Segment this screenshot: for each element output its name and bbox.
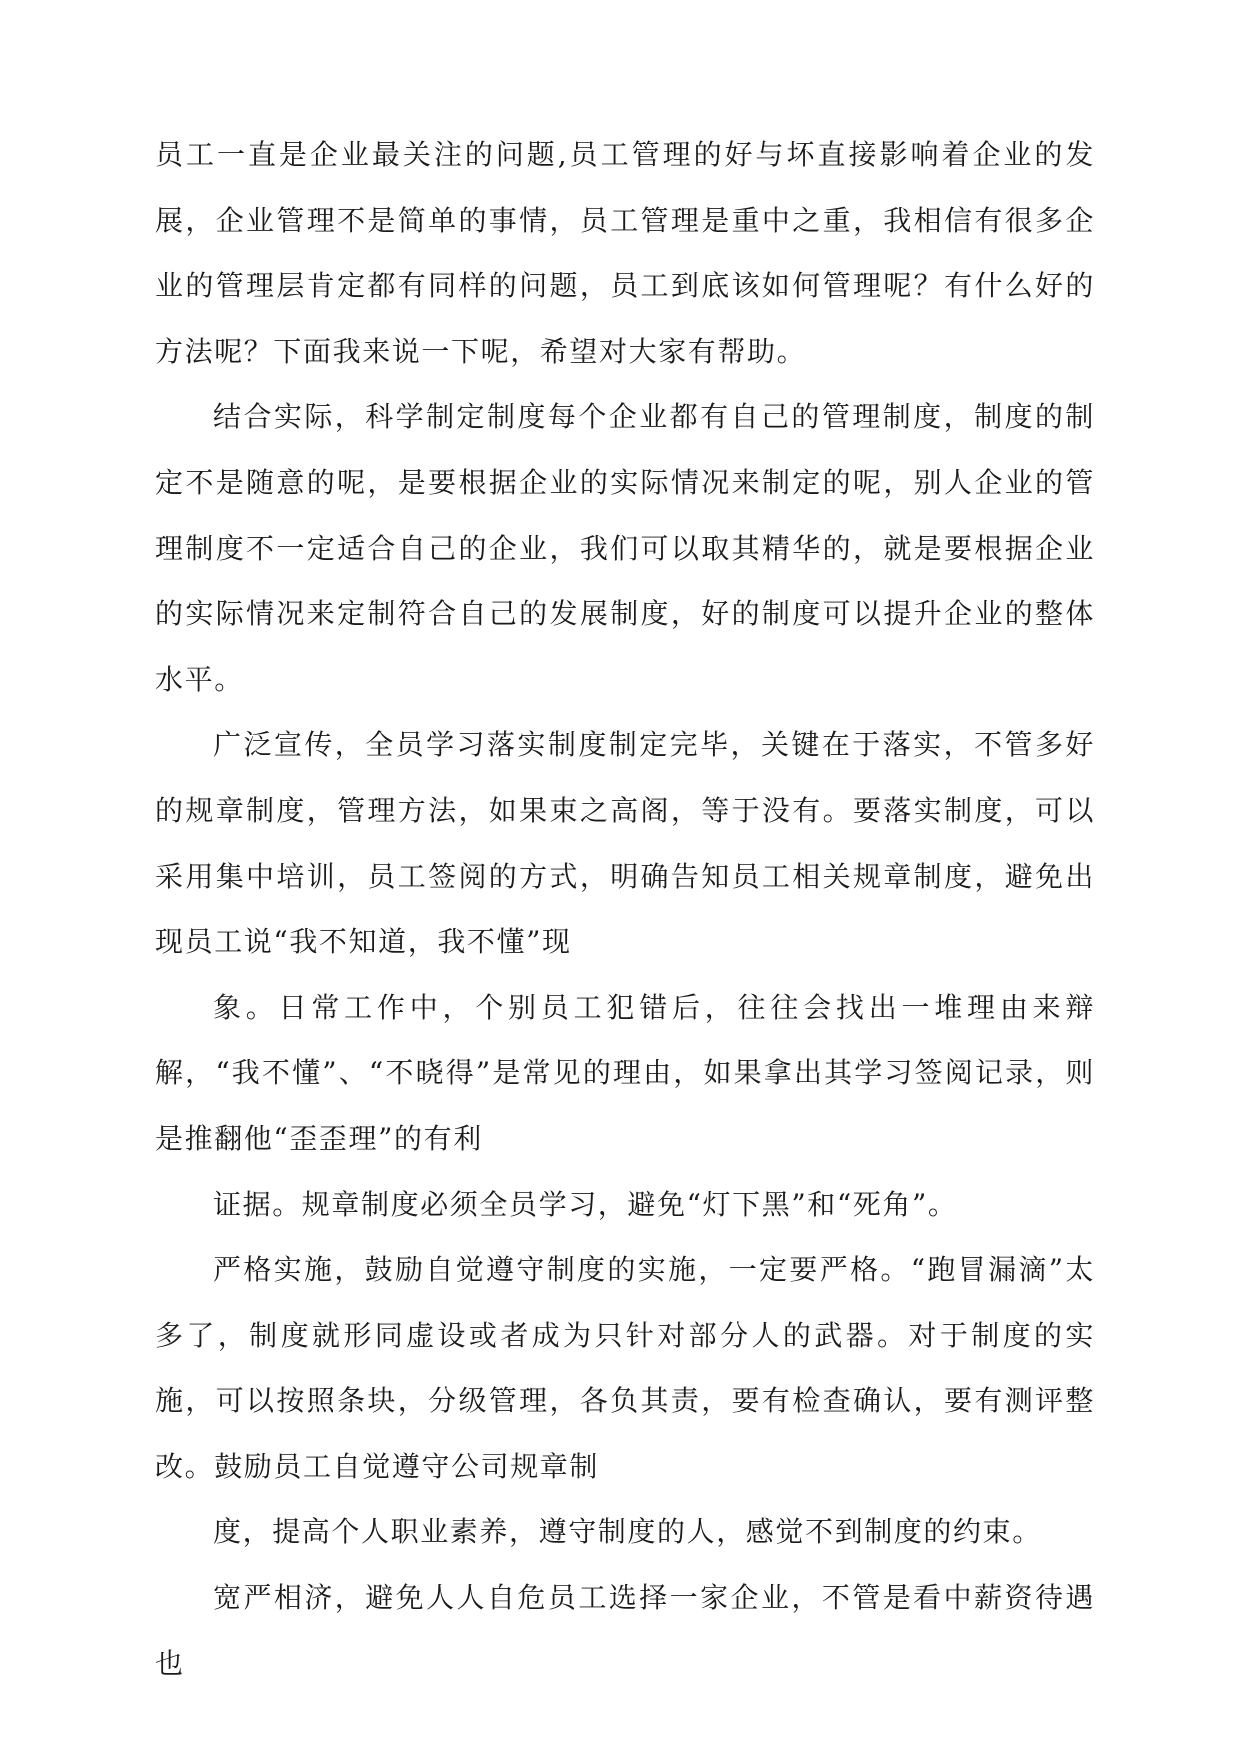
- paragraph-strict-implementation: 严格实施，鼓励自觉遵守制度的实施，一定要严格。“跑冒漏滴”太多了，制度就形同虚设或者成为只针对部分人的武器。对于制度的实施，可以按照条块，分级管理，各负其责，要有检查确认，要有测评整改。鼓励员工自觉遵守公司规章制: [155, 1253, 1095, 1483]
- paragraph-wide-promotion: 广泛宣传，全员学习落实制度制定完毕，关键在于落实，不管多好的规章制度，管理方法，如果束之高阁，等于没有。要落实制度，可以采用集中培训，员工签阅的方式，明确告知员工相关规章制度，避免出现员工说“我不知道，我不懂”现: [155, 728, 1095, 959]
- paragraph-phenomenon: 象。日常工作中，个别员工犯错后，往往会找出一堆理由来辩解，“我不懂”、“不晓得”是常见的理由，如果拿出其学习签阅记录，则是推翻他“歪歪理”的有利: [155, 990, 1095, 1155]
- paragraph-combine-reality: 结合实际，科学制定制度每个企业都有自己的管理制度，制度的制定不是随意的呢，是要根据企业的实际情况来制定的呢，别人企业的管理制度不一定适合自己的企业，我们可以取其精华的，就是要根据企业的实际情况来定制符合自己的发展制度，好的制度可以提升企业的整体水平。: [155, 400, 1095, 696]
- paragraph-balance-strictness: 宽严相济，避免人人自危员工选择一家企业，不管是看中薪资待遇也: [155, 1581, 1095, 1680]
- paragraph-intro: 员工一直是企业最关注的问题,员工管理的好与坏直接影响着企业的发展，企业管理不是简单的事情，员工管理是重中之重，我相信有很多企业的管理层肯定都有同样的问题，员工到底该如何管理呢？有什么好的方法呢？下面我来说一下呢，希望对大家有帮助。: [155, 138, 1095, 368]
- paragraph-evidence: 证据。规章制度必须全员学习，避免“灯下黑”和“死角”。: [213, 1187, 958, 1221]
- paragraph-professional-quality: 度，提高个人职业素养，遵守制度的人，感觉不到制度的约束。: [213, 1515, 1042, 1549]
- document-page: [155, 122, 1095, 1696]
